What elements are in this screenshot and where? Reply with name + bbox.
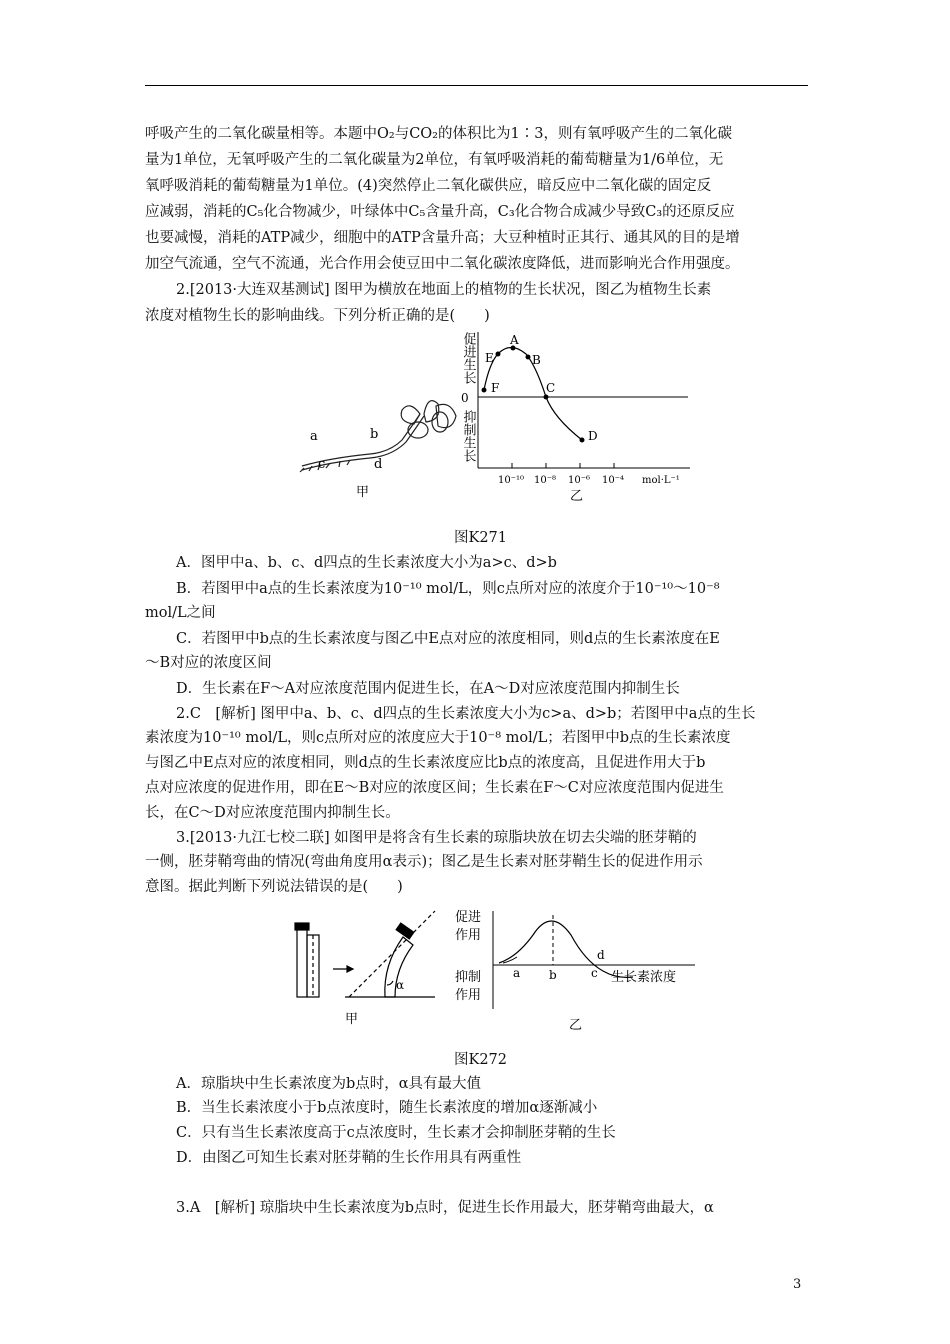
q3-stem: 意图。据此判断下列说法错误的是( ): [145, 879, 403, 895]
y-axis-bottom-label: 抑制生长: [460, 410, 476, 462]
q2-answer: 长，在C～D对应浓度范围内抑制生长。: [145, 805, 400, 821]
plant-label-a: a: [310, 429, 318, 444]
q2-answer: 点对应浓度的促进作用，即在E～B对应的浓度区间；生长素在F～C对应浓度范围内促进生: [145, 780, 724, 796]
y-axis-top-label: 促进: [455, 910, 482, 925]
q3-stem: 3.[2013·九江七校二联] 如图甲是将含有生长素的琼脂块放在切去尖端的胚芽鞘的: [176, 830, 697, 846]
text-line: 呼吸产生的二氧化碳量相等。本题中O₂与CO₂的体积比为1∶3，则有氧呼吸产生的二氧化碳: [145, 126, 732, 142]
q3-answer: 3.A [解析] 琼脂块中生长素浓度为b点时，促进生长作用最大，胚芽鞘弯曲最大，α: [176, 1200, 714, 1216]
q2-option: A．图甲中a、b、c、d四点的生长素浓度大小为a>c、d>b: [176, 555, 557, 571]
y-axis-top-label: 促进生长: [460, 332, 476, 384]
point-E: [496, 352, 501, 357]
text-line: 加空气流通，空气不流通，光合作用会使豆田中二氧化碳浓度降低，进而影响光合作用强度。: [145, 256, 740, 272]
label-F: F: [491, 381, 500, 395]
jia-label: 甲: [345, 1012, 359, 1027]
yi-label: 乙: [570, 489, 584, 504]
label-E: E: [485, 351, 494, 365]
q3-option: D．由图乙可知生长素对胚芽鞘的生长作用具有两重性: [176, 1150, 522, 1166]
text-line: 也要减慢，消耗的ATP减少，细胞中的ATP含量升高；大豆种植时正其行、通其风的目的是增: [145, 230, 740, 246]
q2-option: ～B对应的浓度区间: [145, 655, 272, 671]
coleoptile-drawing: [295, 911, 435, 997]
text-line: 量为1单位，无氧呼吸产生的二氧化碳量为2单位，有氧呼吸消耗的葡萄糖量为1/6单位，无: [145, 152, 724, 168]
yi-label: 乙: [569, 1018, 583, 1033]
q2-answer: 与图乙中E点对应的浓度相同，则d点的生长素浓度应比b点的浓度高，且促进作用大于b: [145, 755, 706, 771]
label-C: C: [546, 381, 556, 395]
header-rule: [145, 85, 808, 86]
x-tick: 10⁻⁴: [602, 475, 625, 486]
q2-answer: 素浓度为10⁻¹⁰ mol/L，则c点所对应的浓度应大于10⁻⁸ mol/L；若图甲中b点的生长素浓度: [145, 730, 731, 746]
zero-label: 0: [461, 391, 469, 405]
auxin-curve-chart: [478, 332, 690, 468]
plant-label-b: b: [370, 427, 379, 442]
q2-option: C．若图甲中b点的生长素浓度与图乙中E点对应的浓度相同，则d点的生长素浓度在E: [176, 631, 720, 647]
plant-label-d: d: [374, 457, 383, 472]
x-tick: 10⁻¹⁰: [498, 475, 525, 486]
x-tick: 10⁻⁸: [534, 475, 557, 486]
point-C: [544, 395, 549, 400]
q2-answer: 2.C [解析] 图甲中a、b、c、d四点的生长素浓度大小为c>a、d>b；若图甲中a点的生长: [176, 706, 756, 722]
jia-label: 甲: [356, 485, 370, 500]
x-axis-label: 生长素浓度: [611, 970, 677, 985]
text-line: 应减弱，消耗的C₅化合物减少，叶绿体中C₅含量升高，C₃化合物合成减少导致C₃的还原反应: [145, 204, 735, 220]
promotion-curve-chart: [493, 911, 695, 1009]
q3-option: C．只有当生长素浓度高于c点浓度时，生长素才会抑制胚芽鞘的生长: [176, 1125, 616, 1141]
q2-option: mol/L之间: [145, 605, 216, 621]
alpha-label: α: [396, 978, 405, 992]
figure-k271: [290, 330, 710, 510]
point-b: b: [549, 968, 557, 982]
figure-caption: 图K272: [454, 1052, 508, 1068]
point-B: [526, 355, 531, 360]
point-F: [482, 388, 487, 393]
x-tick: 10⁻⁶: [568, 475, 591, 486]
plant-label-c: c: [318, 457, 326, 472]
y-axis-top-label: 作用: [455, 928, 482, 943]
figure-k272: [285, 905, 735, 1045]
q2-stem: 2.[2013·大连双基测试] 图甲为横放在地面上的植物的生长状况，图乙为植物生长素: [176, 282, 712, 298]
y-axis-bottom-label: 作用: [455, 988, 482, 1003]
label-D: D: [588, 429, 598, 443]
q3-stem: 一侧，胚芽鞘弯曲的情况(弯曲角度用α表示)；图乙是生长素对胚芽鞘生长的促进作用示: [145, 854, 703, 870]
q2-option: B．若图甲中a点的生长素浓度为10⁻¹⁰ mol/L，则c点所对应的浓度介于10⁻¹⁰～10⁻⁸: [176, 581, 720, 597]
q2-option: D．生长素在F～A对应浓度范围内促进生长，在A～D对应浓度范围内抑制生长: [176, 681, 680, 697]
point-d: d: [597, 948, 605, 962]
y-axis-bottom-label: 抑制: [455, 970, 482, 985]
q2-stem: 浓度对植物生长的影响曲线。下列分析正确的是( ): [145, 308, 490, 324]
q3-option: B．当生长素浓度小于b点浓度时，随生长素浓度的增加α逐渐减小: [176, 1100, 598, 1116]
label-A: A: [510, 333, 519, 347]
point-c: c: [591, 966, 598, 980]
x-unit: mol·L⁻¹: [642, 475, 680, 486]
label-B: B: [532, 353, 541, 367]
text-line: 氧呼吸消耗的葡萄糖量为1单位。(4)突然停止二氧化碳供应，暗反应中二氧化碳的固定反: [145, 178, 712, 194]
point-D: [580, 438, 585, 443]
point-a: a: [513, 966, 521, 980]
page-number: 3: [793, 1277, 802, 1292]
figure-caption: 图K271: [454, 530, 508, 546]
q3-option: A．琼脂块中生长素浓度为b点时，α具有最大值: [176, 1076, 482, 1092]
